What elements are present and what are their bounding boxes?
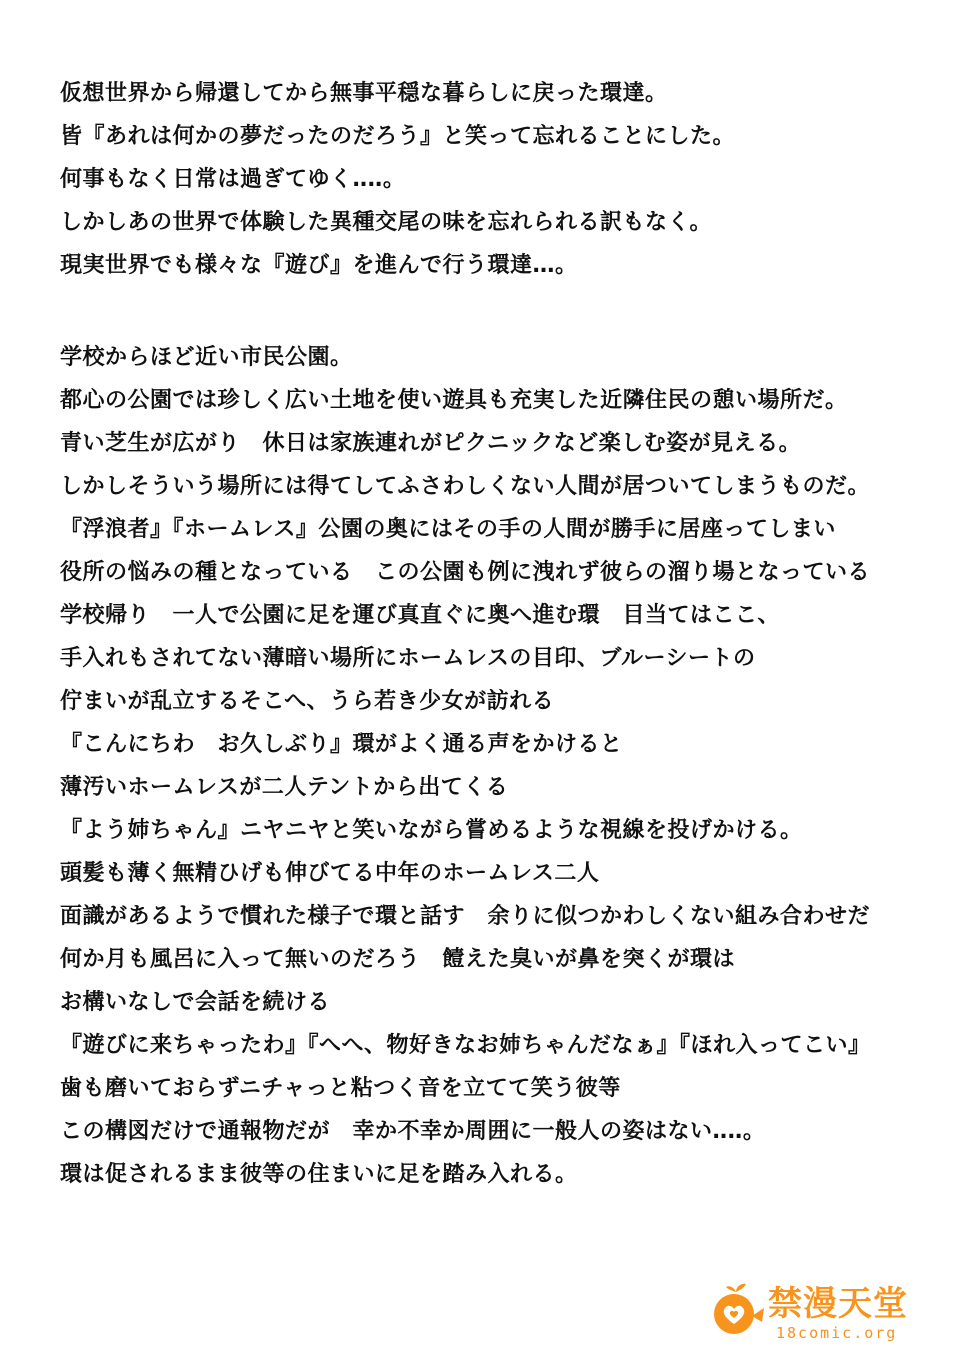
text-line: 役所の悩みの種となっている この公園も例に洩れず彼らの溜り場となっている [60,560,871,585]
text-line: 手入れもされてない薄暗い場所にホームレスの目印、ブルーシートの [60,646,756,671]
watermark-url: 18comic.org [776,1324,898,1342]
paragraph-park [60,336,940,1196]
text-line: しかしあの世界で体験した異種交尾の味を忘れられる訳もなく。 [60,210,713,235]
heart-mascot-icon [706,1282,766,1338]
text-line: 青い芝生が広がり 休日は家族連れがピクニックなど楽しむ姿が見える。 [60,431,802,456]
text-line: この構図だけで通報物だが 幸か不幸か周囲に一般人の姿はない‥‥。 [60,1119,766,1144]
text-line: 環は促されるまま彼等の住まいに足を踏み入れる。 [60,1162,578,1187]
text-line: 佇まいが乱立するそこへ、うら若き少女が訪れる [60,689,555,714]
text-line: お構いなしで会話を続ける [60,990,331,1015]
text-line: 『遊びに来ちゃったわ』『へへ、物好きなお姉ちゃんだなぁ』『ほれ入ってこい』 [60,1033,871,1058]
text-line: 『よう姉ちゃん』ニヤニヤと笑いながら嘗めるような視線を投げかける。 [60,818,803,843]
text-line: 『こんにちわ お久しぶり』環がよく通る声をかけると [60,732,623,757]
text-line: 歯も磨いておらずニチャっと粘つく音を立てて笑う彼等 [60,1076,621,1101]
text-line: 皆『あれは何かの夢だったのだろう』と笑って忘れることにした。 [60,124,736,149]
text-line: 何事もなく日常は過ぎてゆく‥‥。 [60,167,406,192]
text-line: 頭髪も薄く無精ひげも伸びてる中年のホームレス二人 [60,861,600,886]
site-watermark [706,1278,926,1348]
watermark-title: 禁漫天堂 [768,1284,908,1324]
text-line: 面識があるようで慣れた様子で環と話す 余りに似つかわしくない組み合わせだ [60,904,871,929]
text-line: しかしそういう場所には得てしてふさわしくない人間が居ついてしまうものだ。 [60,474,871,499]
text-line: 薄汚いホームレスが二人テントから出てくる [60,775,509,800]
text-line: 『浮浪者』『ホームレス』公園の奥にはその手の人間が勝手に居座ってしまい [60,517,836,542]
text-line: 学校からほど近い市民公園。 [60,345,353,370]
text-line: 都心の公園では珍しく広い土地を使い遊具も充実した近隣住民の憩い場所だ。 [60,388,848,413]
text-line: 何か月も風呂に入って無いのだろう 饐えた臭いが鼻を突くが環は [60,947,736,972]
text-line: 仮想世界から帰還してから無事平穏な暮らしに戻った環達。 [60,81,668,106]
text-line: 学校帰り 一人で公園に足を運び真直ぐに奥へ進む環 目当てはここ、 [60,603,781,628]
paragraph-intro [60,72,940,287]
text-line: 現実世界でも様々な『遊び』を進んで行う環達…。 [60,253,578,278]
